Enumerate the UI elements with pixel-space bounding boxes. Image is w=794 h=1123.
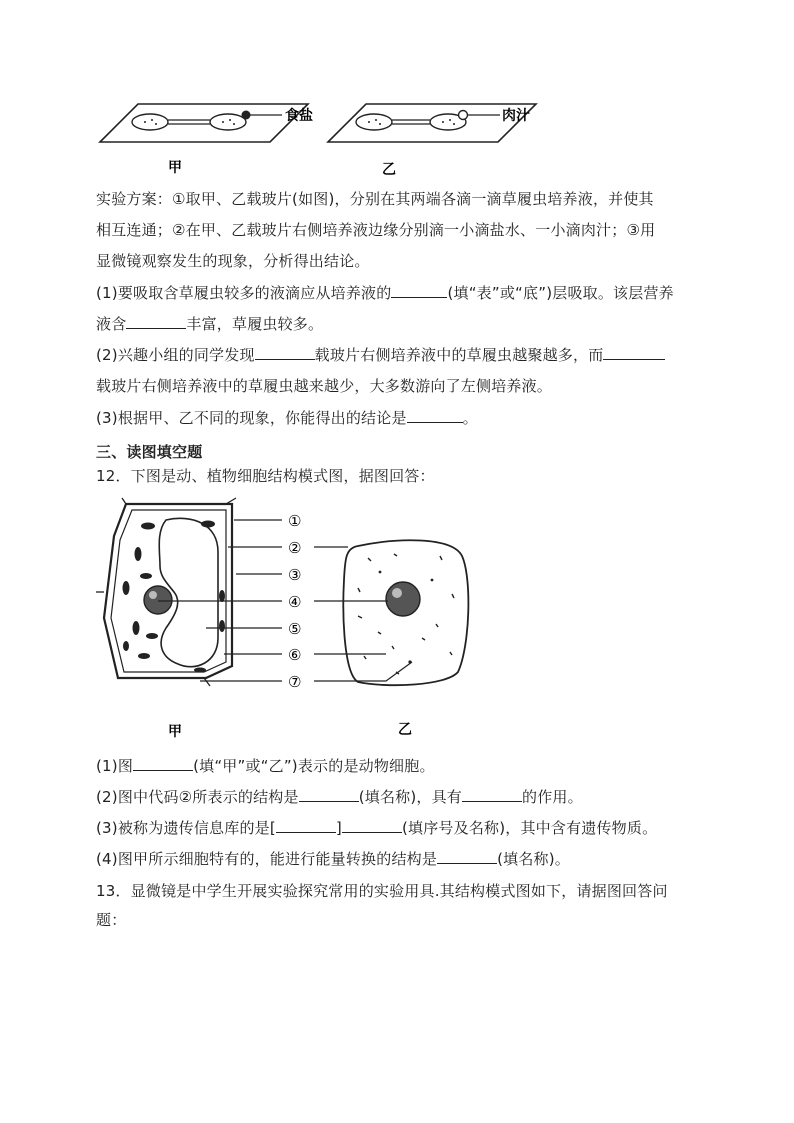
q11-p2-text-b: 载玻片右侧培养液中的草履虫越聚越多，而 bbox=[314, 346, 604, 364]
q11-part2-line2: 载玻片右侧培养液中的草履虫越来越少，大多数游向了左侧培养液。 bbox=[96, 377, 553, 395]
q12-s1-text-a: (1)图 bbox=[96, 757, 134, 775]
q11-part1-line2 bbox=[96, 314, 323, 334]
q12-stem: 12．下图是动、植物细胞结构模式图，据图回答： bbox=[96, 467, 435, 485]
answer-blank-energy-structure[interactable] bbox=[437, 849, 497, 864]
section-title: 三、读图填空题 bbox=[96, 443, 203, 461]
q12-s4-text-a: (4)图甲所示细胞特有的，能进行能量转换的结构是 bbox=[96, 850, 438, 868]
label-num-5: ⑤ bbox=[288, 620, 302, 638]
drop-left-yi bbox=[356, 114, 392, 130]
q12-sub1 bbox=[96, 756, 435, 776]
q13-line-2: 题： bbox=[96, 911, 127, 929]
answer-blank-function[interactable] bbox=[462, 787, 522, 802]
answer-blank-layer[interactable] bbox=[391, 283, 447, 298]
q12-s3-text-a: (3)被称为遗传信息库的是[ bbox=[96, 819, 276, 837]
q11-part3-line bbox=[96, 408, 478, 428]
q12-s1-text-b: (填“甲”或“乙”)表示的是动物细胞。 bbox=[193, 757, 435, 775]
q12-sub3 bbox=[96, 818, 657, 838]
q11-p3-text-b: 。 bbox=[462, 409, 478, 427]
slide-yi-caption: 乙 bbox=[382, 162, 396, 178]
q11-p1-text-d: 丰富，草履虫较多。 bbox=[186, 315, 324, 333]
drop-left-jia bbox=[132, 114, 168, 130]
chloroplast bbox=[140, 573, 152, 579]
chloroplast bbox=[123, 581, 130, 595]
chloroplast bbox=[141, 523, 155, 530]
q11-p1-text-b: (填“表”或“底”)层吸取。该层营养 bbox=[447, 284, 674, 302]
plan-line-3: 显微镜观察发生的现象，分析得出结论。 bbox=[96, 252, 370, 270]
q12-s2-text-b: (填名称)，具有 bbox=[358, 788, 463, 806]
answer-blank-conclusion[interactable] bbox=[407, 408, 463, 423]
q12-s2-text-a: (2)图中代码②所表示的结构是 bbox=[96, 788, 299, 806]
chloroplast bbox=[194, 668, 206, 673]
salt-dot bbox=[242, 111, 251, 120]
label-num-6: ⑥ bbox=[288, 646, 302, 664]
plan-line-2: 相互连通；②在甲、乙载玻片右侧培养液边缘分别滴一小滴盐水、一小滴肉汁；③用 bbox=[96, 221, 656, 239]
label-num-1: ① bbox=[288, 512, 302, 530]
q11-part2-line1 bbox=[96, 345, 665, 365]
chloroplast bbox=[135, 547, 142, 561]
chloroplast bbox=[201, 521, 215, 528]
plan-line-1: 实验方案：①取甲、乙载玻片(如图)，分别在其两端各滴一滴草履虫培养液，并使其 bbox=[96, 190, 654, 208]
label-num-4: ④ bbox=[288, 593, 302, 611]
q11-p2-text-a: (2)兴趣小组的同学发现 bbox=[96, 346, 255, 364]
q12-sub2 bbox=[96, 787, 583, 807]
q11-p3-text-a: (3)根据甲、乙不同的现象，你能得出的结论是 bbox=[96, 409, 407, 427]
q12-s4-text-b: (填名称)。 bbox=[497, 850, 570, 868]
q12-s3-text-b: ] bbox=[335, 819, 342, 837]
salt-label: 食盐 bbox=[285, 108, 313, 124]
chloroplast bbox=[133, 621, 140, 635]
chloroplast bbox=[146, 633, 158, 639]
label-num-3: ③ bbox=[288, 566, 302, 584]
broth-label: 肉汁 bbox=[502, 108, 530, 124]
chloroplast bbox=[138, 653, 150, 659]
q11-p1-text-a: (1)要吸取含草履虫较多的液滴应从培养液的 bbox=[96, 284, 392, 302]
slides-figure bbox=[90, 96, 550, 182]
q11-p1-text-c: 液含 bbox=[96, 315, 127, 333]
answer-blank-number[interactable] bbox=[276, 818, 336, 833]
plant-nucleus bbox=[144, 586, 172, 614]
label-num-7: ⑦ bbox=[288, 673, 302, 691]
answer-blank-slide-decrease[interactable] bbox=[603, 345, 665, 360]
plant-cell-caption: 甲 bbox=[168, 724, 182, 740]
answer-blank-animal-cell[interactable] bbox=[133, 756, 193, 771]
answer-blank-slide-increase[interactable] bbox=[255, 345, 315, 360]
q11-part1-line1 bbox=[96, 283, 674, 303]
drop-right-jia bbox=[210, 114, 246, 130]
answer-blank-nutrient[interactable] bbox=[126, 314, 186, 329]
broth-dot bbox=[459, 111, 468, 120]
slide-jia-caption: 甲 bbox=[168, 160, 182, 176]
q12-s2-text-c: 的作用。 bbox=[522, 788, 583, 806]
answer-blank-structure-name[interactable] bbox=[299, 787, 359, 802]
slide-jia bbox=[100, 104, 308, 142]
animal-cell-caption: 乙 bbox=[398, 722, 412, 738]
q12-s3-text-c: (填序号及名称)，其中含有遗传物质。 bbox=[401, 819, 658, 837]
chloroplast bbox=[219, 620, 225, 632]
label-num-2: ② bbox=[288, 539, 302, 557]
q12-sub4 bbox=[96, 849, 570, 869]
cell-diagram bbox=[96, 496, 486, 742]
chloroplast bbox=[123, 641, 129, 651]
answer-blank-name[interactable] bbox=[342, 818, 402, 833]
chloroplast bbox=[219, 590, 225, 602]
animal-nucleus bbox=[386, 582, 420, 616]
q13-line-1: 13．显微镜是中学生开展实验探究常用的实验用具.其结构模式图如下，请据图回答问 bbox=[96, 882, 668, 900]
